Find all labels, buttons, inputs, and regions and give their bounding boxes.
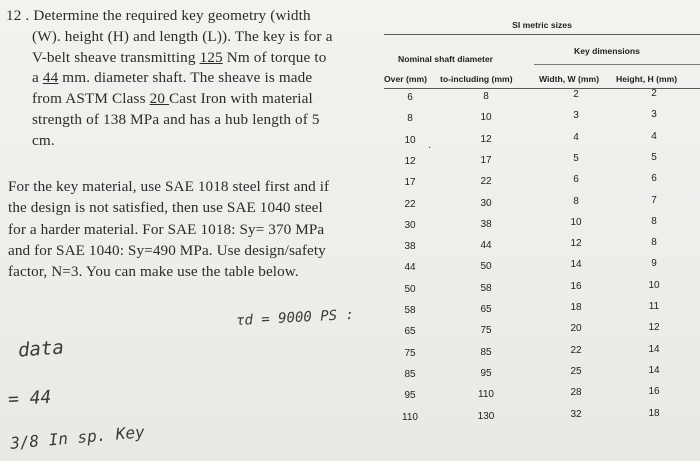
shaft-diameter-value: 44 [42, 69, 59, 87]
handwritten-data-label: data [17, 336, 65, 362]
astm-class-value: 20 [149, 90, 170, 108]
table-cell: 8 [573, 195, 579, 207]
material-instructions [8, 176, 380, 282]
table-cell: 18 [570, 302, 582, 313]
table-cell: 11 [648, 301, 660, 312]
table-cell: 25 [570, 365, 582, 377]
table-cell: 30 [480, 197, 492, 209]
handwritten-value: = 44 [7, 386, 52, 411]
table-cell: 95 [480, 367, 492, 379]
table-cell: 16 [570, 280, 582, 292]
problem-text: Nm of torque to [222, 48, 327, 66]
table-cell: 2 [651, 88, 657, 99]
table-cell: 58 [404, 305, 416, 316]
problem-line [6, 27, 378, 48]
table-cell: 5 [573, 152, 579, 164]
table-rule [534, 64, 700, 65]
table-cell: 10 [570, 216, 582, 228]
table-cell: 12 [570, 238, 582, 250]
table-cell: 14 [648, 343, 660, 355]
table-cell: 110 [478, 389, 494, 401]
table-cell: 6 [651, 173, 657, 185]
table-cell: 6 [407, 92, 413, 103]
problem-text: 12 . Determine the required key geometry (width [6, 7, 311, 24]
table-title: SI metric sizes [512, 20, 572, 30]
table-rule [384, 34, 700, 35]
instruction-line: factor, N=3. You can make use the table below. [8, 263, 299, 281]
key-size-table [384, 14, 700, 461]
table-cell: 10 [480, 112, 492, 124]
table-cell: 130 [477, 410, 495, 422]
table-cell: 17 [480, 154, 492, 166]
problem-line [6, 48, 378, 69]
handwritten-key-note: 3/8 In sp. Key [9, 422, 146, 453]
table-cell: 12 [404, 155, 416, 167]
table-cell: 65 [404, 326, 416, 338]
table-cell: 44 [404, 262, 416, 274]
table-cell: 28 [570, 387, 582, 399]
table-cell: 18 [648, 407, 660, 419]
table-cell: 7 [651, 194, 657, 206]
stray-mark: · [428, 142, 432, 153]
col-header-height: Height, H (mm) [616, 74, 678, 84]
col-header-width: Width, W (mm) [539, 74, 600, 84]
problem-line [6, 68, 378, 89]
table-cell: 8 [483, 91, 489, 102]
table-cell: 65 [480, 304, 492, 315]
table-cell: 10 [404, 134, 416, 146]
problem-text: from ASTM Class [32, 90, 150, 108]
group-header-key: Key dimensions [574, 46, 640, 56]
problem-text: Cast Iron with material [169, 90, 313, 108]
table-cell: 44 [480, 240, 492, 252]
table-cell: 38 [404, 241, 416, 253]
torque-value: 125 [199, 48, 223, 66]
group-header-shaft: Nominal shaft diameter [398, 54, 494, 64]
table-cell: 4 [651, 130, 657, 142]
table-cell: 75 [404, 347, 416, 359]
problem-statement [6, 6, 378, 152]
col-header-to: to-including (mm) [440, 74, 513, 84]
problem-line [6, 6, 378, 27]
table-cell: 12 [648, 322, 660, 334]
table-cell: 6 [573, 174, 579, 186]
problem-text: cm. [32, 131, 55, 149]
table-cell: 38 [480, 218, 492, 230]
table-cell: 22 [570, 344, 582, 356]
table-cell: 17 [404, 177, 416, 189]
problem-text: strength of 138 MPa and has a hub length of 5 [32, 110, 320, 128]
table-cell: 85 [480, 346, 492, 358]
table-cell: 20 [570, 323, 582, 335]
table-cell: 2 [573, 89, 579, 100]
problem-line [6, 89, 378, 110]
table-cell: 5 [651, 151, 657, 163]
table-cell: 22 [480, 176, 492, 188]
problem-text: mm. diameter shaft. The sheave is made [58, 69, 313, 87]
table-cell: 85 [404, 368, 416, 380]
problem-text: a [32, 69, 43, 87]
table-cell: 50 [404, 283, 416, 295]
table-cell: 14 [570, 259, 582, 271]
table-cell: 95 [404, 390, 416, 402]
table-cell: 75 [480, 325, 492, 337]
table-cell: 30 [404, 219, 416, 231]
table-cell: 110 [402, 411, 418, 423]
problem-line [6, 131, 378, 152]
table-cell: 14 [648, 364, 660, 376]
table-cell: 4 [573, 131, 579, 143]
table-cell: 3 [651, 109, 657, 121]
problem-line [6, 110, 378, 131]
col-header-over: Over (mm) [384, 74, 427, 84]
handwritten-formula: τd = 9000 PS : [235, 306, 355, 330]
problem-text: V-belt sheave transmitting [32, 48, 200, 66]
table-cell: 8 [651, 215, 657, 227]
table-cell: 10 [648, 279, 660, 291]
table-cell: 58 [480, 282, 492, 294]
problem-text: (W). height (H) and length (L)). The key is for a [32, 27, 333, 45]
instruction-line: and for SAE 1040: Sy=490 MPa. Use design/safety [8, 241, 326, 259]
instruction-line: for a harder material. For SAE 1018: Sy= 370 MPa [8, 220, 325, 238]
table-cell: 9 [651, 258, 657, 270]
table-cell: 32 [570, 408, 582, 420]
table-cell: 22 [404, 198, 416, 210]
instruction-line: the design is not satisfied, then use SAE 1040 steel [8, 199, 323, 217]
instruction-line: For the key material, use SAE 1018 steel first and if [8, 178, 330, 195]
table-cell: 8 [407, 113, 413, 125]
table-cell: 3 [573, 110, 579, 122]
table-cell: 8 [651, 237, 657, 249]
table-cell: 50 [480, 261, 492, 273]
table-cell: 12 [480, 133, 492, 145]
table-cell: 16 [648, 386, 660, 398]
